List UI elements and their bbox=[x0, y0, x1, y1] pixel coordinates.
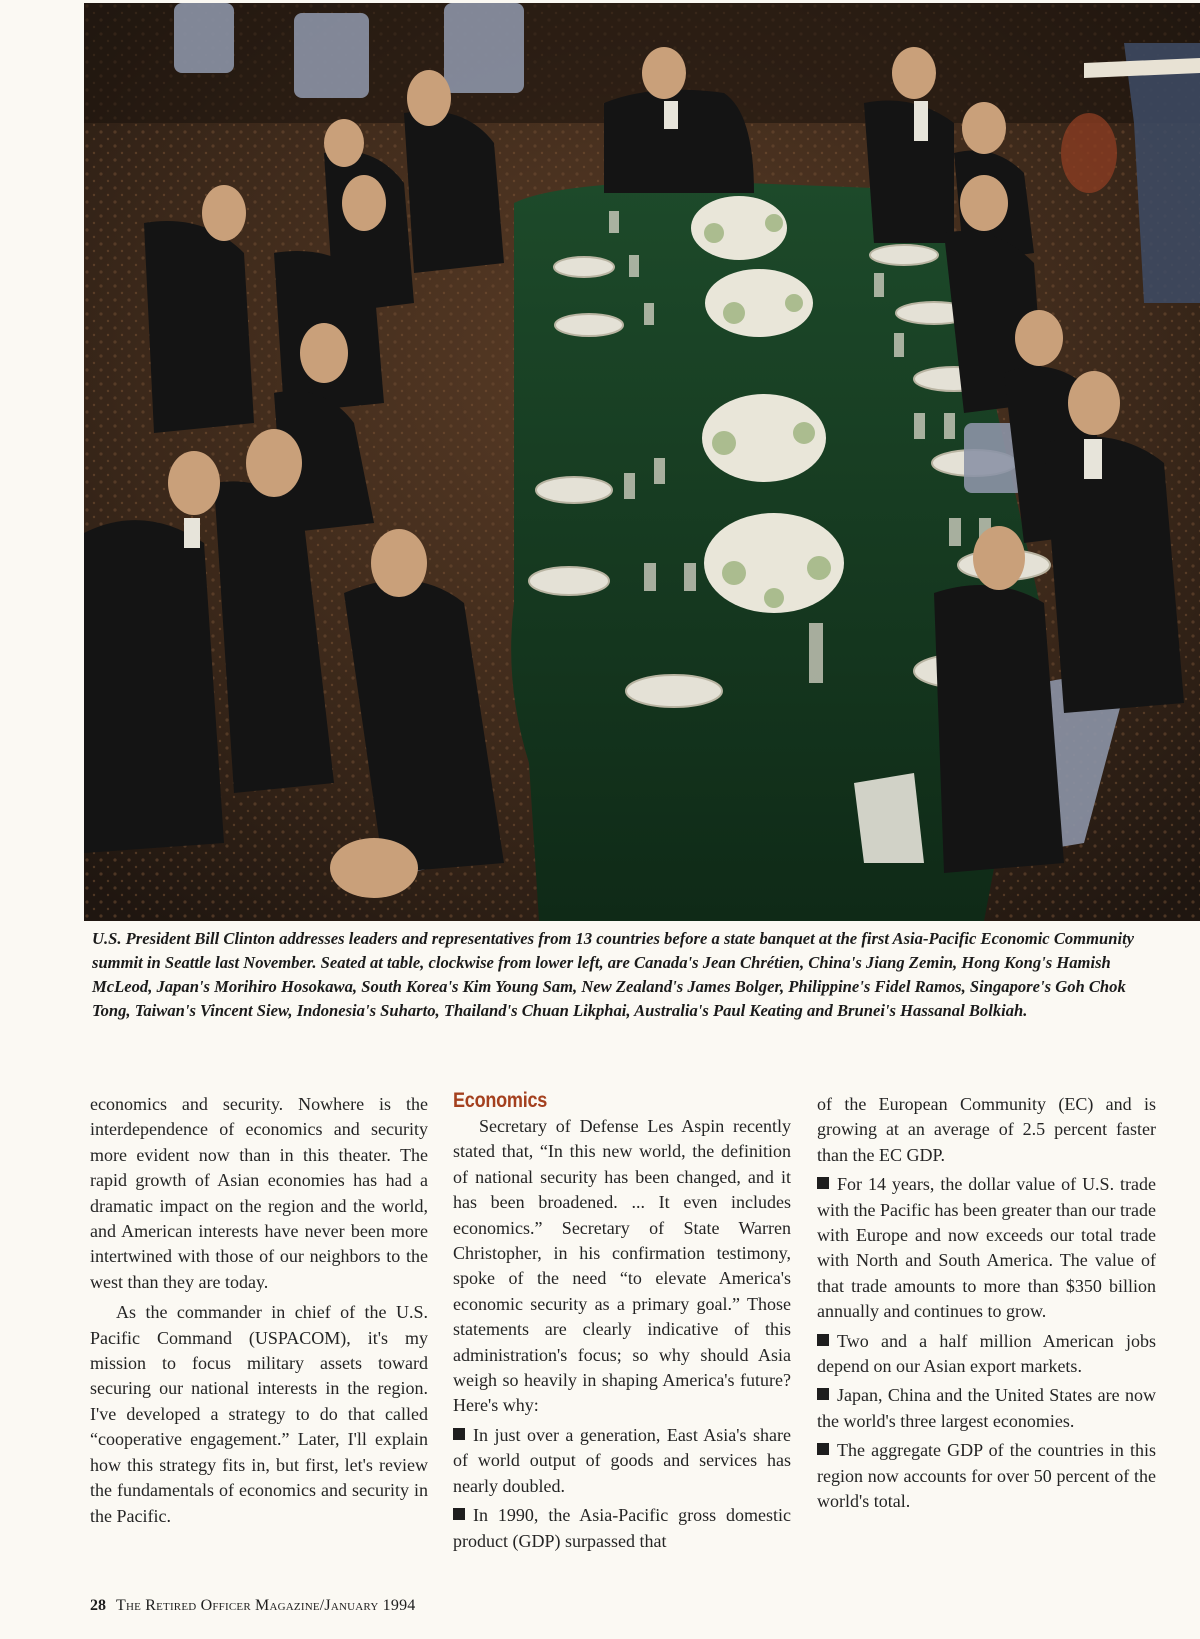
text-column-1 bbox=[90, 1092, 428, 1529]
bullet-square-icon bbox=[817, 1388, 829, 1400]
paragraph: As the commander in chief of the U.S. Pacific Command (USPACOM), it's my mission to focus military assets toward securing our national interests in the region. I've developed a strategy to do that called “cooperative engagement.” Later, I'll explain how this strategy fits in, but first, let's review the fundamentals of economics and security in the Pacific. bbox=[90, 1302, 428, 1526]
paragraph: economics and security. Nowhere is the interdependence of economics and security more evident now than in this theater. The rapid growth of Asian economies has had a dramatic impact on the region and the world, and American interests have never been more intertwined with those of our neighbors to the west than they are today. bbox=[90, 1094, 428, 1292]
page-number: 28 bbox=[90, 1597, 106, 1614]
bullet-text: Two and a half million American jobs depend on our Asian export markets. bbox=[817, 1330, 1156, 1377]
paragraph: Secretary of Defense Les Aspin recently stated that, “In this new world, the definition of national security has been changed, and it has been broadened. ... It even includes economics.” Secretary of State Warren Christopher, in his confirmation testimony, spoke of the need “to elevate America's economic security as a primary goal.” Those statements are clearly indicative of this administration's focus; so why should Asia weigh so heavily in shaping America's future? Here's why: bbox=[453, 1116, 791, 1416]
bullet-text: In just over a generation, East Asia's share of world output of goods and services has nearly doubled. bbox=[453, 1424, 791, 1496]
text-column-2 bbox=[453, 1088, 791, 1554]
bullet-text: The aggregate GDP of the countries in this region now accounts for over 50 percent of the world's total. bbox=[817, 1440, 1156, 1512]
banquet-photo bbox=[84, 3, 1200, 921]
banquet-photo-illustration bbox=[84, 3, 1200, 921]
bullet-text: For 14 years, the dollar value of U.S. trade with the Pacific has been greater than our trade with Europe and now exceeds our total trade with North and South America. The value of that trade amounts to more than $350 billion annually and continues to grow. bbox=[817, 1174, 1156, 1322]
bullet-item bbox=[453, 1423, 791, 1499]
text-column-3 bbox=[817, 1092, 1156, 1515]
magazine-issue: The Retired Officer Magazine/January 1994 bbox=[116, 1597, 416, 1614]
bullet-item bbox=[817, 1172, 1156, 1324]
bullet-square-icon bbox=[453, 1428, 465, 1440]
section-heading-economics: Economics bbox=[453, 1089, 548, 1112]
photo-caption: U.S. President Bill Clinton addresses leaders and representatives from 13 countries before a state banquet at the first Asia-Pacific Economic Community summit in Seattle last November. Seated at table, clockwise from lower left, are Canada's Jean Chrétien, China's Jiang Zemin, Hong Kong's Hamish McLeod, Japan's Morihiro Hosokawa, South Korea's Kim Young Sam, New Zealand's James Bolger, Philippine's Fidel Ramos, Singapore's Goh Chok Tong, Taiwan's Vincent Siew, Indonesia's Suharto, Thailand's Chuan Likphai, Australia's Paul Keating and Brunei's Hassanal Bolkiah. bbox=[92, 929, 1135, 1020]
bullet-text: In 1990, the Asia-Pacific gross domestic product (GDP) surpassed that bbox=[453, 1505, 791, 1551]
bullet-item bbox=[817, 1329, 1156, 1380]
paragraph: of the European Community (EC) and is growing at an average of 2.5 percent faster than the EC GDP. bbox=[817, 1094, 1156, 1165]
bullet-item bbox=[817, 1383, 1156, 1434]
bullet-square-icon bbox=[817, 1443, 829, 1455]
bullet-item bbox=[453, 1503, 791, 1554]
bullet-square-icon bbox=[817, 1334, 829, 1346]
bullet-square-icon bbox=[817, 1177, 829, 1189]
bullet-square-icon bbox=[453, 1508, 465, 1520]
page-footer bbox=[90, 1597, 415, 1615]
bullet-item bbox=[817, 1438, 1156, 1514]
bullet-text: Japan, China and the United States are now the world's three largest economies. bbox=[817, 1385, 1156, 1431]
